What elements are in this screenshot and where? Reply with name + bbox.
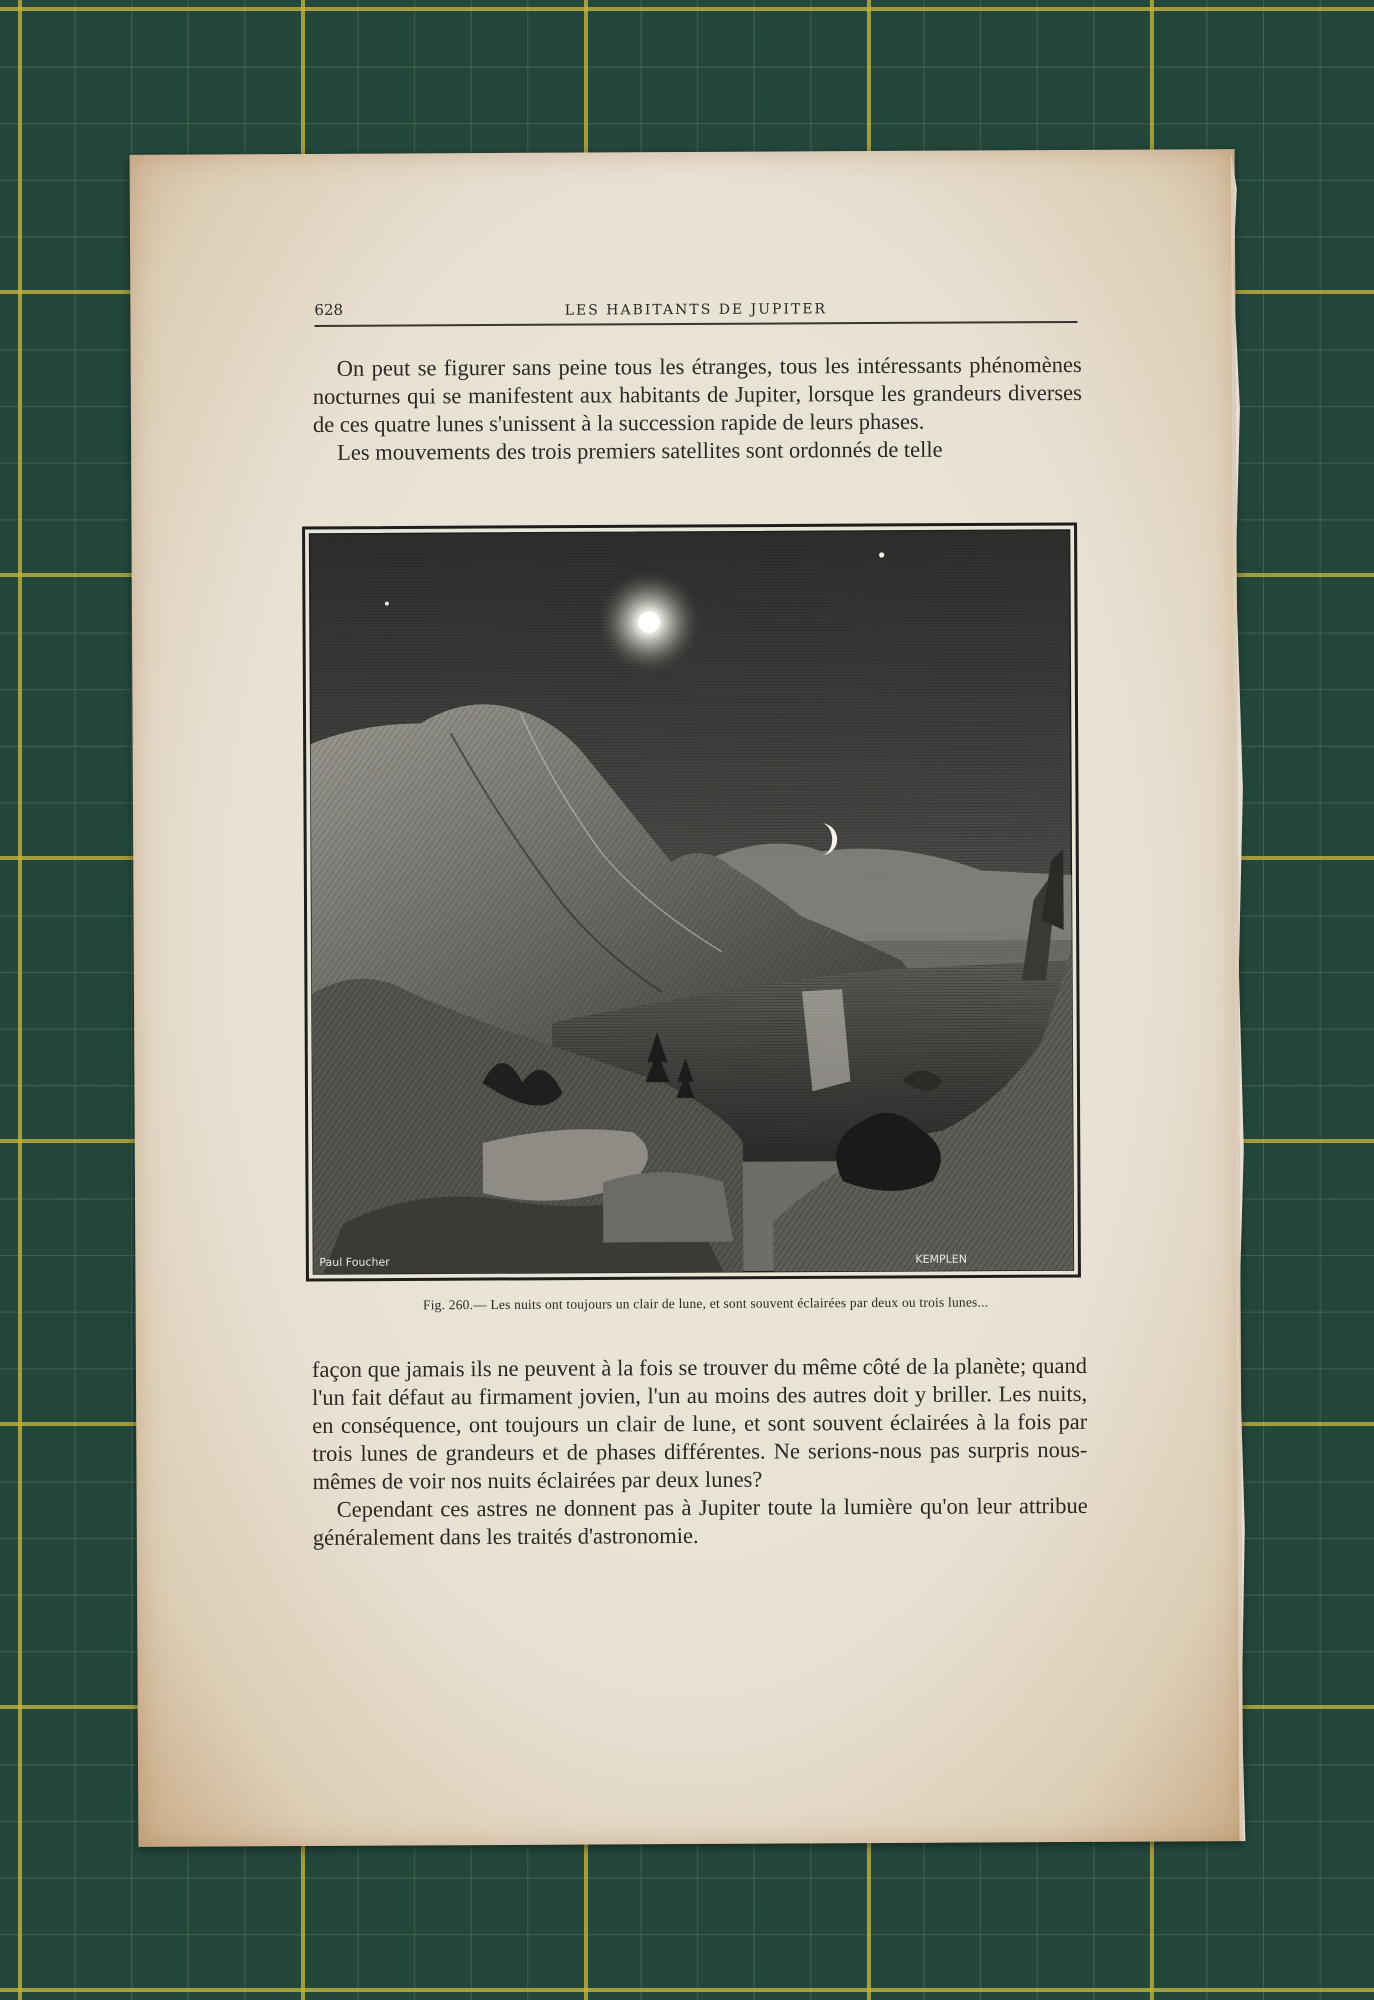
paragraph: Cependant ces astres ne donnent pas à Jupiter toute la lumière qu'on leur attribue généralement dans les traités d'astronomie.	[312, 1492, 1088, 1550]
figure-caption: Fig. 260.— Les nuits ont toujours un clair de lune, et sont souvent éclairées par deux ou trois lunes...	[422, 1294, 989, 1313]
paragraph: Les mouvements des trois premiers satellites sont ordonnés de telle	[337, 436, 943, 465]
book-page	[130, 149, 1244, 1847]
torn-page-edge	[1231, 149, 1250, 1841]
full-moon	[638, 611, 660, 633]
paragraph: façon que jamais ils ne peuvent à la fois se trouver du même côté de la planète; quand l'un fait défaut au firmament jovien, l'un au moins des autres doit y briller. Les nuits, en conséquence, ont toujours un clair de lune, et sont souvent éclairées à la fois par trois lunes de grandeurs et de phases différentes. Ne serions-nous pas surpris nous-mêmes de voir nos nuits éclairées par deux lunes?	[311, 1352, 1088, 1494]
engraver-signature-right: KEMPLEN	[915, 1252, 968, 1266]
paragraph: On peut se figurer sans peine tous les étranges, tous les intéressants phénomènes nocturnes qui se manifestent aux habitants de Jupiter, lorsque les grandeurs diverses de ces quatre lunes s'unissent à la succession rapide de leurs phases.	[312, 351, 1082, 437]
body-text-top	[313, 351, 1083, 467]
star	[385, 602, 389, 606]
engraver-signature-left: Paul Foucher	[319, 1255, 390, 1269]
body-text-bottom	[312, 1352, 1088, 1552]
engraving-illustration	[300, 520, 1084, 1284]
running-title: LES HABITANTS DE JUPITER	[564, 301, 828, 319]
moonlit-landscape-engraving	[300, 520, 1084, 1284]
star	[879, 552, 884, 557]
page-number: 628	[314, 300, 344, 319]
page-header	[314, 297, 1077, 327]
